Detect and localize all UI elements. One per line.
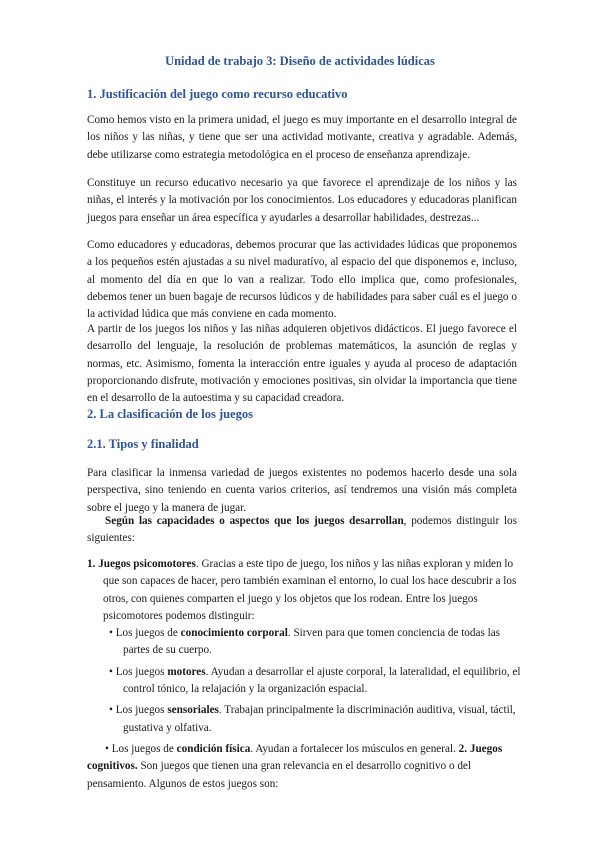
- heading-tipos-finalidad: 2.1. Tipos y finalidad: [87, 437, 199, 451]
- item-title: Juegos psicomotores: [98, 558, 196, 570]
- item-title-cognitivos: 2. Juegos cognitivos.: [87, 742, 503, 773]
- paragraph-6: [87, 513, 517, 548]
- heading-justificacion: 1. Justificación del juego como recurso educativo: [87, 87, 348, 101]
- list-item-psicomotores: 1. Juegos psicomotores. Gracias a este tipo de juego, los niños y las niñas exploran y miden lo que son capaces de hacer, pero también examinan el entorno, lo cual los hace descubrir a los otros, con quienes comparten el juego y los objetos que los rodean. Entre los juegos psicomotores podemos distinguir:: [87, 558, 517, 622]
- paragraph-1: Como hemos visto en la primera unidad, el juego es muy importante en el desarrollo integral de los niños y las niñas, y tiene que ser una actividad motivante, creativa y agradable. Además, debe utilizarse como estrategia metodológica en el proceso de enseñanza aprendizaje.: [87, 114, 517, 161]
- criteria-rest: , podemos distinguir los siguientes:: [87, 515, 517, 545]
- paragraph-4: A partir de los juegos los niños y las niñas adquieren objetivos didácticos. El juego favorece el desarrollo del lenguaje, la resolución de problemas matemáticos, la asunción de reglas y normas, etc. Asimismo, fomenta la interacción entre iguales y ayuda al proceso de adaptación proporcionando disfrute, motivación y emociones positivas, sin olvidar la importancia que tiene en el desarrollo de la autoestima y su capacidad creadora.: [87, 323, 517, 405]
- criteria-bold: Según las capacidades o aspectos que los juegos desarrollan: [105, 515, 404, 527]
- paragraph-2: Constituye un recurso educativo necesario ya que favorece el aprendizaje de los niños y las niñas, el interés y la motivación por los conocimientos. Los educadores y educadoras planifican juegos para enseñar un área específica y ayudarles a desarrollar habilidades, destrezas...: [87, 177, 517, 224]
- game-type-list: [87, 556, 522, 793]
- list-item-sensoriales: • Los juegos sensoriales. Trabajan principalmente la discriminación auditiva, visual, táctil, gustativa y olfativa.: [109, 704, 516, 734]
- paragraph-3: Como educadores y educadoras, debemos procurar que las actividades lúdicas que proponemos a los pequeños estén ajustadas a su nivel maduratívo, al espacio del que disponemos e, incluso, al momento del día en que lo van a realizar. Todo ello implica que, como profesionales, debemos tener un buen bagaje de recursos lúdicos y de habilidades para saber cuál es el juego o la actividad lúdica que más conviene en cada momento.: [87, 239, 517, 321]
- heading-clasificacion: 2. La clasificación de los juegos: [87, 407, 253, 421]
- paragraph-5: Para clasificar la inmensa variedad de juegos existentes no podemos hacerlo desde una sola perspectiva, sino teniendo en cuenta varios criterios, así tendremos una visión más completa sobre el juego y la manera de jugar.: [87, 467, 517, 514]
- list-item-motores: • Los juegos motores. Ayudan a desarrollar el ajuste corporal, la lateralidad, el equilibrio, el control tónico, la relajación y la organización espacial.: [109, 665, 521, 696]
- list-item-conocimiento-corporal: • Los juegos de conocimiento corporal. Sirven para que tomen conciencia de todas las partes de su cuerpo.: [109, 627, 501, 657]
- document-title: Unidad de trabajo 3: Diseño de actividades lúdicas: [165, 54, 435, 68]
- list-item-condicion-fisica: • Los juegos de condición física. Ayudan a fortalecer los músculos en general. 2. Juegos cognitivos. Son juegos que tienen una gran relevancia en el desarrollo cognitivo o del pensamiento. Algunos de estos juegos son:: [87, 742, 503, 790]
